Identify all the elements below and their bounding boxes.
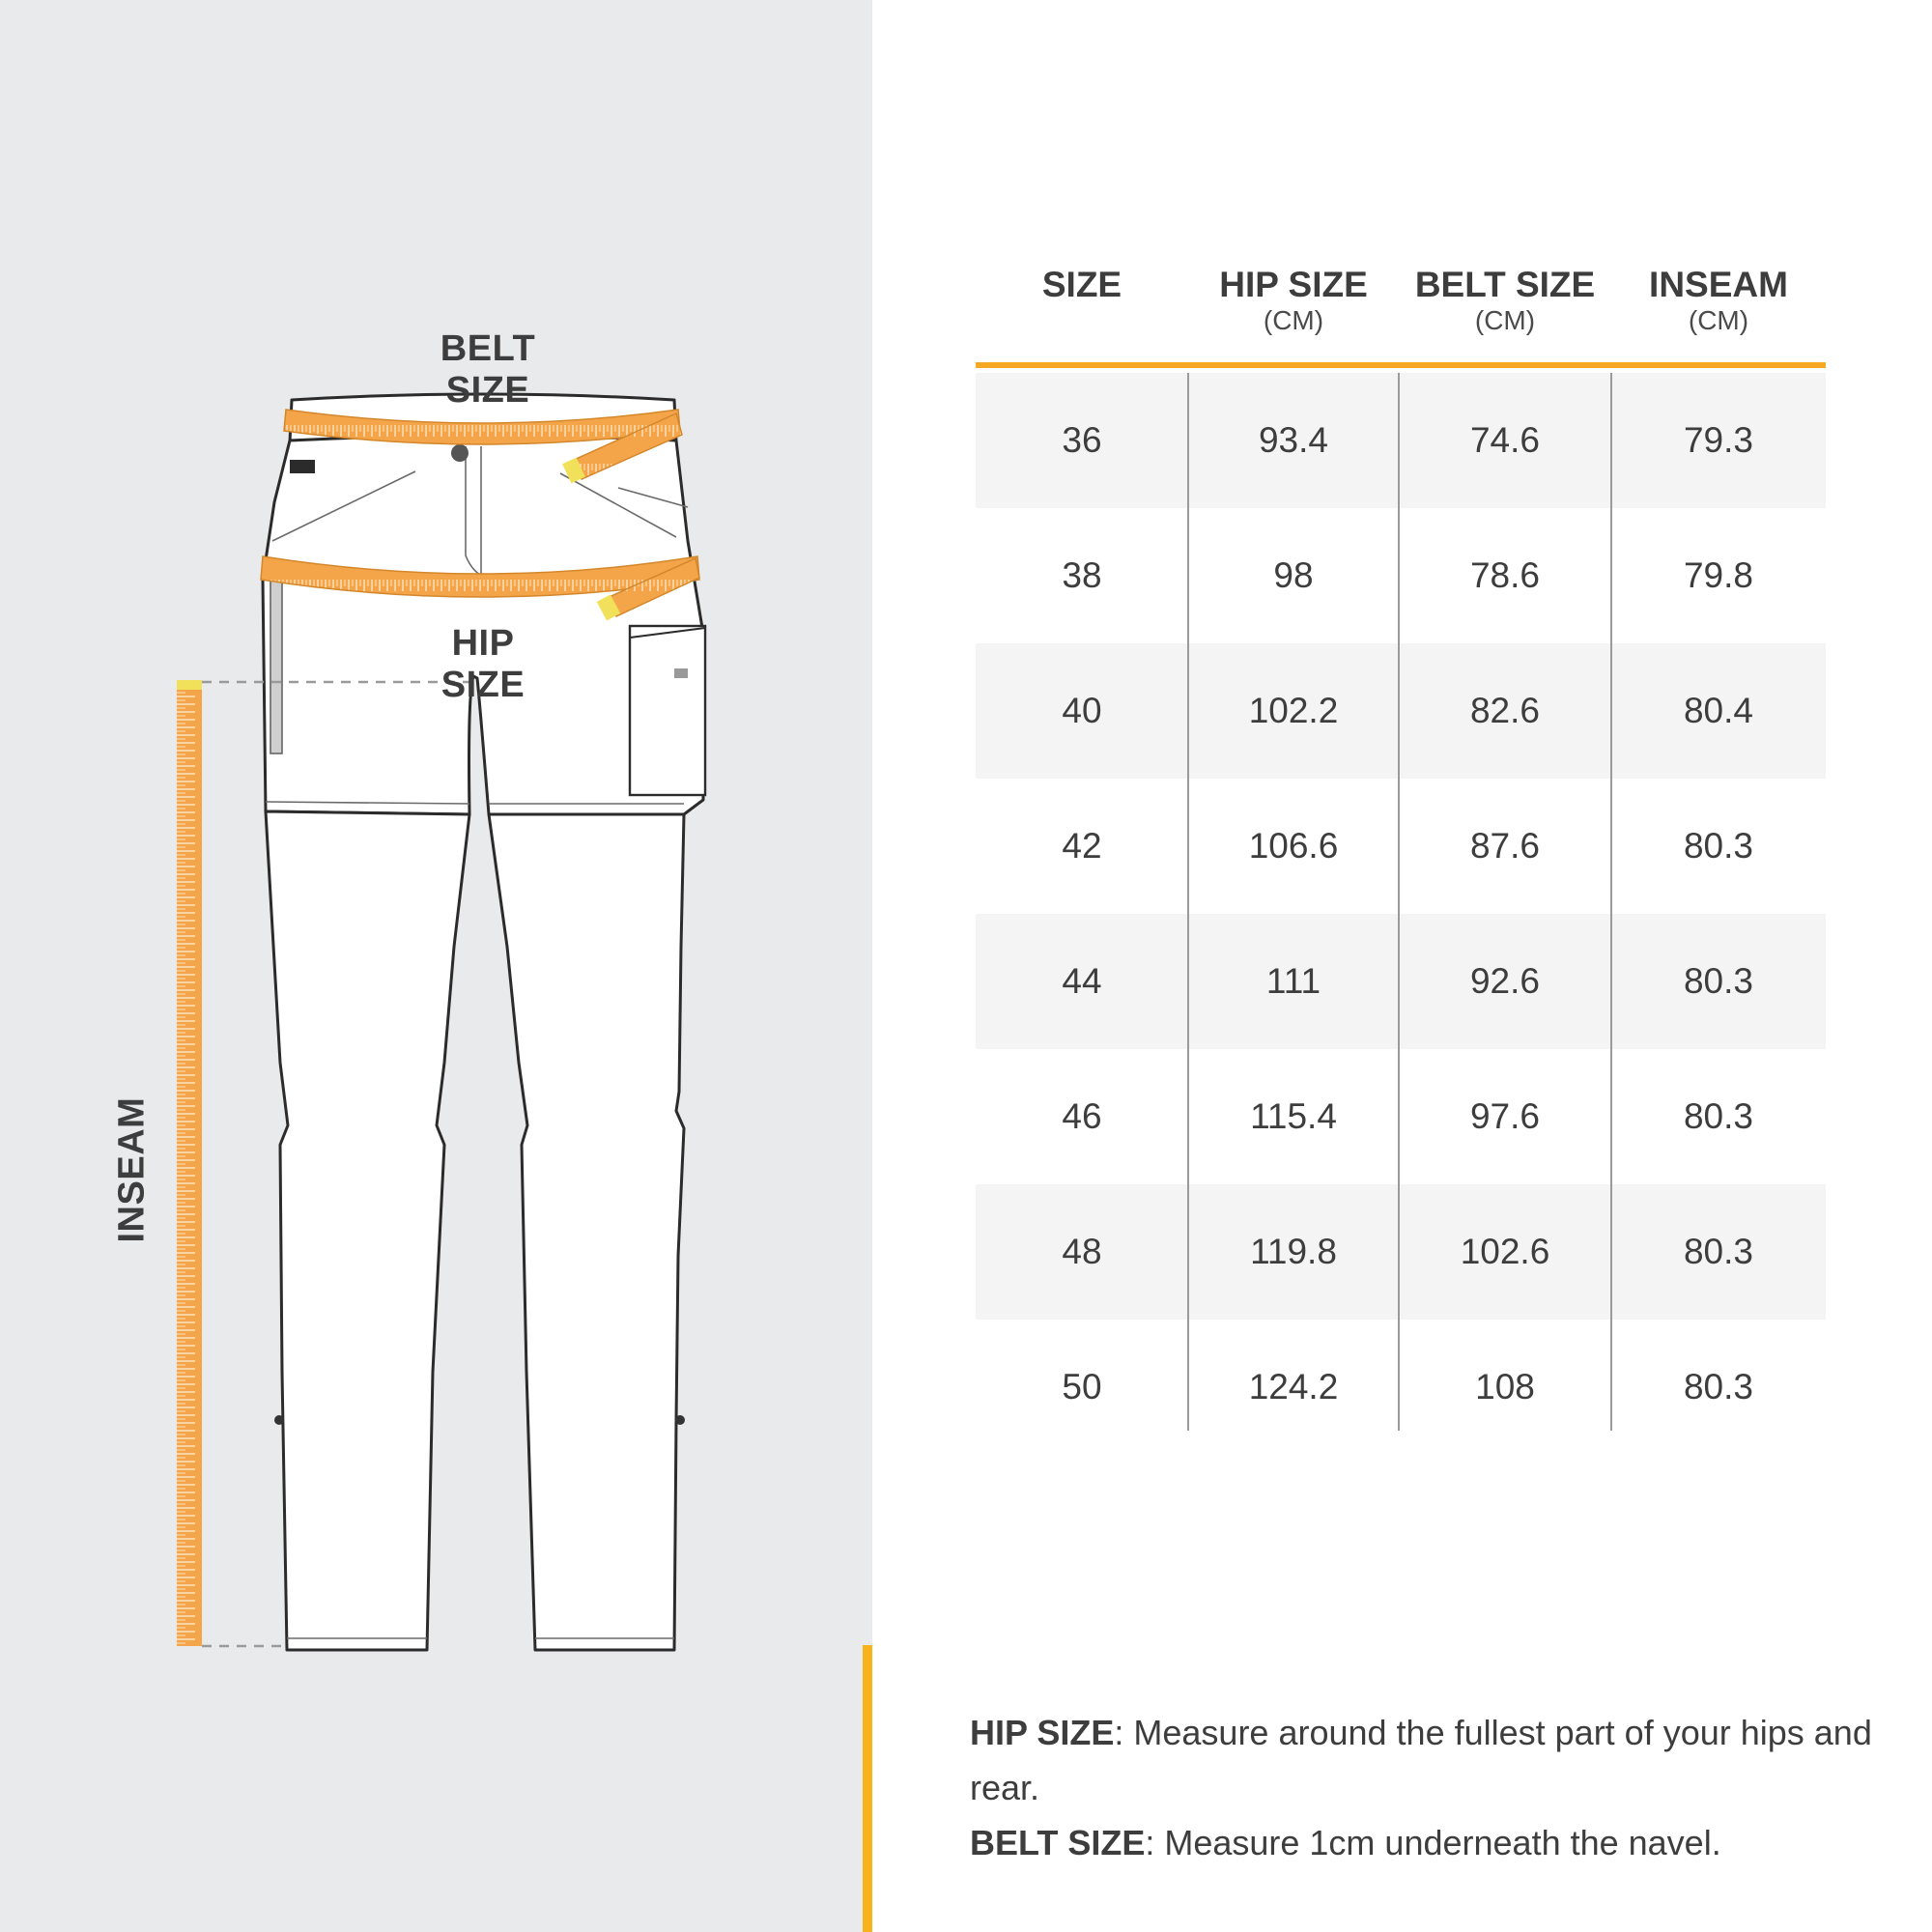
cell-size: 42 xyxy=(1062,826,1102,866)
cell-inseam: 80.3 xyxy=(1683,826,1753,866)
cell-belt: 87.6 xyxy=(1469,826,1540,866)
header-belt-size: BELT SIZE (CM) xyxy=(1399,261,1611,362)
hip-note-term: HIP SIZE xyxy=(970,1713,1115,1752)
cell-belt: 78.6 xyxy=(1469,555,1540,595)
cell-size: 50 xyxy=(1062,1367,1102,1406)
cell-size: 38 xyxy=(1062,555,1102,595)
table-row xyxy=(976,779,1826,914)
illustration-panel xyxy=(0,0,872,1932)
belt-size-label: BELT SIZE xyxy=(440,328,536,411)
header-unit: (CM) xyxy=(1263,304,1324,335)
table-body xyxy=(976,373,1826,1455)
cell-inseam: 79.3 xyxy=(1683,420,1753,460)
cell-hip: 106.6 xyxy=(1248,826,1339,866)
cell-hip: 119.8 xyxy=(1250,1232,1337,1271)
table-row xyxy=(976,508,1826,643)
table-row xyxy=(976,643,1826,779)
cell-belt: 92.6 xyxy=(1469,961,1540,1001)
cell-hip: 93.4 xyxy=(1258,420,1328,460)
header-unit: (CM) xyxy=(1474,304,1536,335)
column-divider xyxy=(1610,373,1612,1431)
cell-belt: 97.6 xyxy=(1469,1096,1540,1136)
cell-inseam: 80.4 xyxy=(1683,691,1753,730)
belt-note-term: BELT SIZE xyxy=(970,1823,1146,1862)
cell-size: 44 xyxy=(1062,961,1102,1001)
cell-size: 48 xyxy=(1062,1232,1102,1271)
cell-size: 46 xyxy=(1062,1096,1102,1136)
header-hip-size: HIP SIZE (CM) xyxy=(1188,261,1399,362)
cell-belt: 108 xyxy=(1475,1367,1535,1406)
header-divider xyxy=(976,362,1826,368)
table-row xyxy=(976,373,1826,508)
table-row xyxy=(976,1320,1826,1455)
hip-size-note xyxy=(970,1705,1897,1815)
belt-note-text: : Measure 1cm underneath the navel. xyxy=(1145,1823,1721,1862)
header-size: SIZE xyxy=(1041,265,1122,304)
cell-hip: 102.2 xyxy=(1248,691,1339,730)
inseam-label: INSEAM xyxy=(111,1096,153,1243)
cell-hip: 98 xyxy=(1273,555,1314,595)
hip-size-label: HIP SIZE xyxy=(440,623,526,705)
cell-hip: 124.2 xyxy=(1248,1367,1339,1406)
cell-inseam: 80.3 xyxy=(1683,1367,1753,1406)
accent-bar xyxy=(863,1645,872,1932)
cell-size: 40 xyxy=(1062,691,1102,730)
button-icon xyxy=(451,444,469,462)
belt-size-note xyxy=(970,1815,1897,1870)
pants-illustration xyxy=(0,0,872,1932)
cell-hip: 111 xyxy=(1265,961,1321,1001)
cell-inseam: 80.3 xyxy=(1683,961,1753,1001)
cell-belt: 82.6 xyxy=(1469,691,1540,730)
table-row xyxy=(976,1049,1826,1184)
size-chart-table xyxy=(976,261,1826,1455)
column-divider xyxy=(1187,373,1189,1431)
cell-belt: 102.6 xyxy=(1460,1232,1550,1271)
measurement-notes xyxy=(970,1705,1897,1870)
table-row xyxy=(976,1184,1826,1320)
cell-size: 36 xyxy=(1062,420,1102,460)
cell-belt: 74.6 xyxy=(1469,420,1540,460)
cell-inseam: 80.3 xyxy=(1683,1096,1753,1136)
header-unit: (CM) xyxy=(1688,304,1749,335)
cell-inseam: 80.3 xyxy=(1683,1232,1753,1271)
table-row xyxy=(976,914,1826,1049)
hip-note-text: : Measure around the fullest part of your hips and rear. xyxy=(970,1713,1872,1807)
table-header xyxy=(976,261,1826,362)
cell-hip: 115.4 xyxy=(1250,1096,1337,1136)
column-divider xyxy=(1398,373,1400,1431)
header-inseam: INSEAM (CM) xyxy=(1611,261,1826,362)
cell-inseam: 79.8 xyxy=(1683,555,1753,595)
